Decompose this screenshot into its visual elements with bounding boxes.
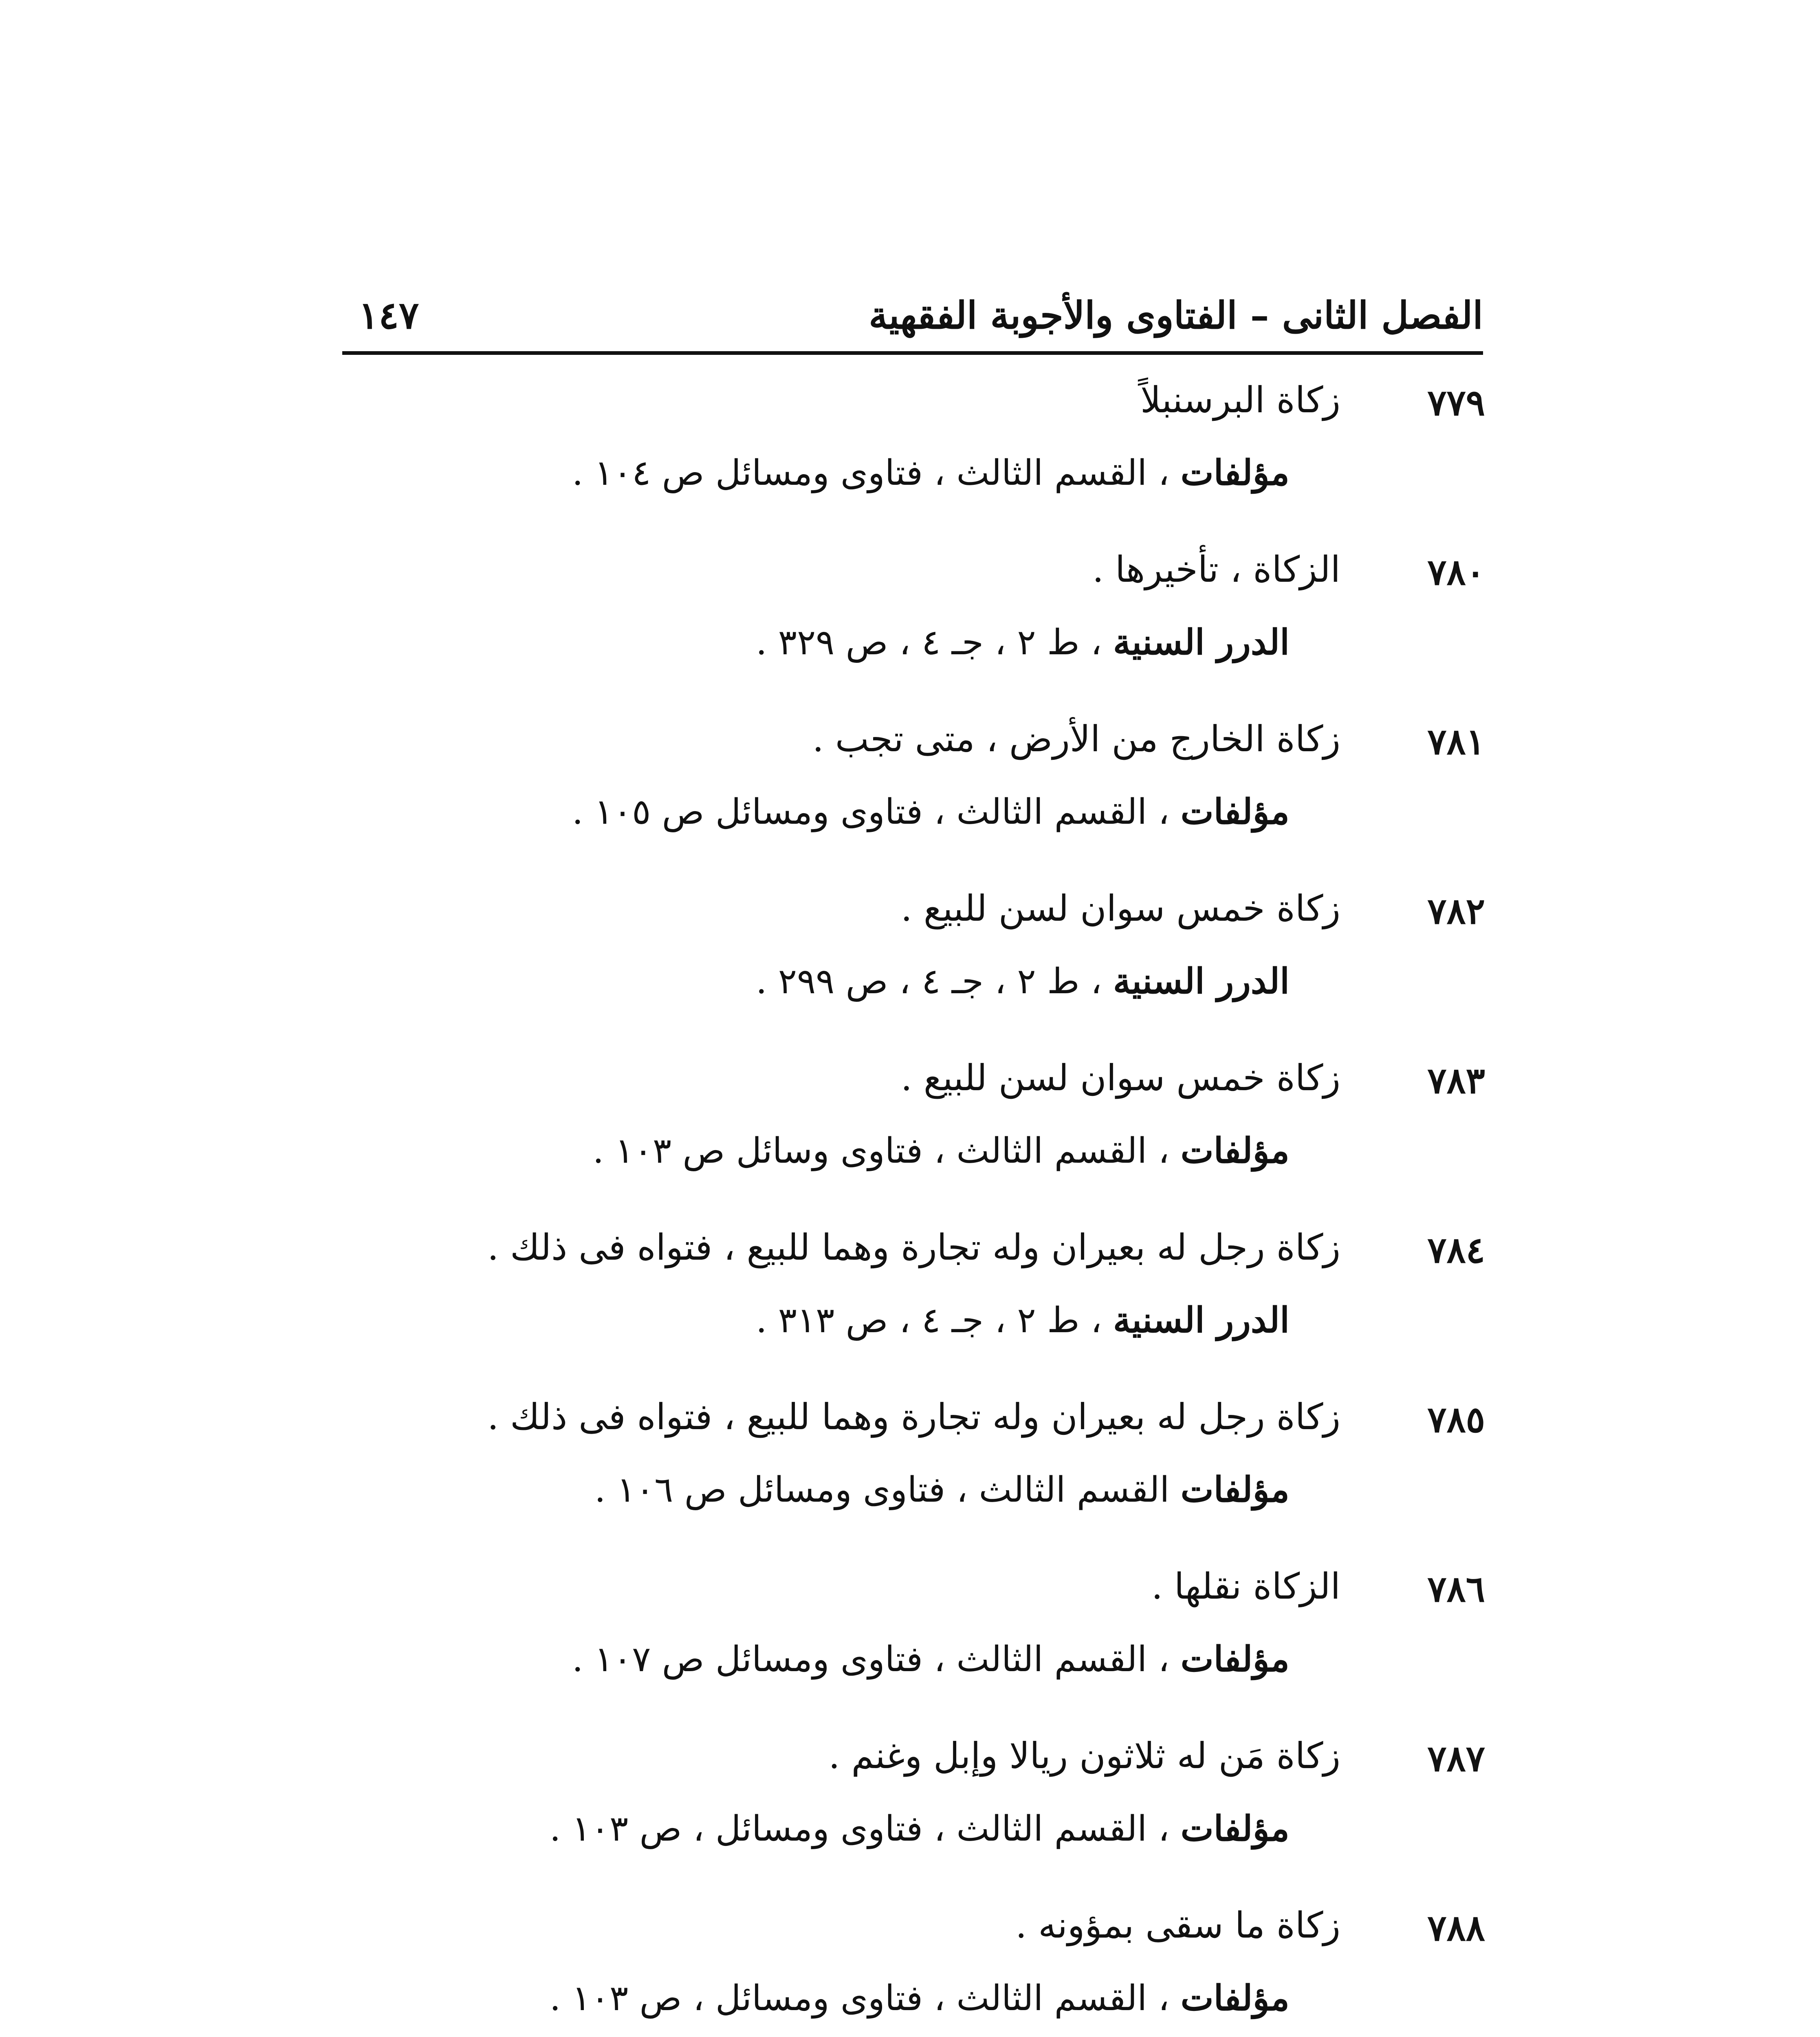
reference-source: مؤلفات bbox=[1180, 791, 1290, 832]
reference-source: مؤلفات bbox=[1180, 1130, 1290, 1171]
entry-number: ٧٧٩ bbox=[1427, 381, 1485, 424]
running-header bbox=[342, 281, 1483, 346]
entry-number: ٧٨٨ bbox=[1427, 1907, 1485, 1949]
reference-details: ، القسم الثالث ، فتاوى ومسائل ، ص ١٠٣ . bbox=[549, 1808, 1181, 1849]
entry-title: زكاة ما سقى بمؤونه . bbox=[1015, 1904, 1340, 1946]
entry-785 bbox=[367, 1384, 1485, 1553]
entry-781 bbox=[367, 706, 1485, 875]
entry-786 bbox=[367, 1553, 1485, 1722]
entry-reference bbox=[572, 452, 1290, 493]
entry-782 bbox=[367, 875, 1485, 1045]
entry-787 bbox=[367, 1722, 1485, 1892]
reference-source: مؤلفات bbox=[1180, 1808, 1290, 1849]
entry-number: ٧٨٢ bbox=[1427, 890, 1485, 932]
entry-title: زكاة خمس سوان لسن للبيع . bbox=[900, 1057, 1340, 1099]
entry-list bbox=[367, 367, 1485, 2037]
reference-source: الدرر السنية bbox=[1113, 1300, 1290, 1341]
entry-title: زكاة الخارج من الأرض ، متى تجب . bbox=[812, 718, 1340, 760]
entry-title: الزكاة ، تأخيرها . bbox=[1092, 548, 1340, 590]
entry-number: ٧٨٧ bbox=[1427, 1737, 1485, 1780]
reference-details: ، ط ٢ ، جـ ٤ ، ص ٣١٣ . bbox=[756, 1300, 1113, 1341]
entry-784 bbox=[367, 1214, 1485, 1384]
entry-title: زكاة خمس سوان لسن للبيع . bbox=[900, 887, 1340, 929]
entry-title: زكاة رجل له بعيران وله تجارة وهما للبيع ، فتواه فى ذلك . bbox=[487, 1226, 1340, 1268]
entry-reference bbox=[594, 1469, 1290, 1510]
entry-783 bbox=[367, 1045, 1485, 1214]
reference-details: ، القسم الثالث ، فتاوى ومسائل ص ١٠٤ . bbox=[572, 453, 1181, 493]
entry-title: زكاة مَن له ثلاثون ريالا وإبل وغنم . bbox=[828, 1735, 1340, 1777]
entry-reference bbox=[572, 1639, 1290, 1680]
entry-reference bbox=[550, 1978, 1290, 2019]
reference-source: الدرر السنية bbox=[1113, 622, 1290, 663]
reference-source: الدرر السنية bbox=[1113, 961, 1290, 1002]
reference-source: مؤلفات bbox=[1180, 1639, 1290, 1680]
entry-779 bbox=[367, 367, 1485, 536]
reference-details: ، ط ٢ ، جـ ٤ ، ص ٢٩٩ . bbox=[756, 961, 1113, 1002]
reference-source: مؤلفات bbox=[1180, 452, 1290, 493]
entry-number: ٧٨٥ bbox=[1427, 1398, 1485, 1441]
reference-details: ، القسم الثالث ، فتاوى ومسائل ، ص ١٠٣ . bbox=[549, 1978, 1181, 2019]
entry-780 bbox=[367, 536, 1485, 706]
entry-reference bbox=[593, 1130, 1290, 1171]
chapter-title: الفصل الثانى – الفتاوى والأجوبة الفقهية bbox=[869, 293, 1483, 337]
entry-title: زكاة رجل له بعيران وله تجارة وهما للبيع ، فتواه فى ذلك . bbox=[487, 1396, 1340, 1438]
reference-details: ، القسم الثالث ، فتاوى ومسائل ص ١٠٥ . bbox=[572, 792, 1181, 832]
reference-details: ، ط ٢ ، جـ ٤ ، ص ٣٢٩ . bbox=[756, 622, 1113, 663]
reference-source: مؤلفات bbox=[1180, 1978, 1290, 2019]
entry-number: ٧٨٦ bbox=[1427, 1568, 1485, 1610]
entry-reference bbox=[572, 791, 1290, 832]
entry-number: ٧٨١ bbox=[1427, 720, 1485, 763]
entry-788 bbox=[367, 1892, 1485, 2037]
entry-title: زكاة البرسنبلاً bbox=[1140, 379, 1340, 421]
reference-details: ، القسم الثالث ، فتاوى ومسائل ص ١٠٧ . bbox=[572, 1639, 1181, 1680]
header-rule bbox=[342, 351, 1483, 355]
reference-details: ، القسم الثالث ، فتاوى وسائل ص ١٠٣ . bbox=[592, 1131, 1181, 1171]
entry-title: الزكاة نقلها . bbox=[1151, 1565, 1340, 1607]
entry-number: ٧٨٣ bbox=[1427, 1059, 1485, 1102]
entry-reference bbox=[756, 961, 1290, 1002]
reference-source: مؤلفات bbox=[1180, 1469, 1290, 1510]
entry-number: ٧٨٠ bbox=[1427, 551, 1485, 593]
entry-reference bbox=[756, 622, 1290, 663]
entry-reference bbox=[550, 1808, 1290, 1849]
entry-number: ٧٨٤ bbox=[1427, 1229, 1485, 1271]
page-number: ١٤٧ bbox=[359, 293, 419, 337]
reference-details: القسم الثالث ، فتاوى ومسائل ص ١٠٦ . bbox=[594, 1469, 1181, 1510]
entry-reference bbox=[756, 1300, 1290, 1341]
